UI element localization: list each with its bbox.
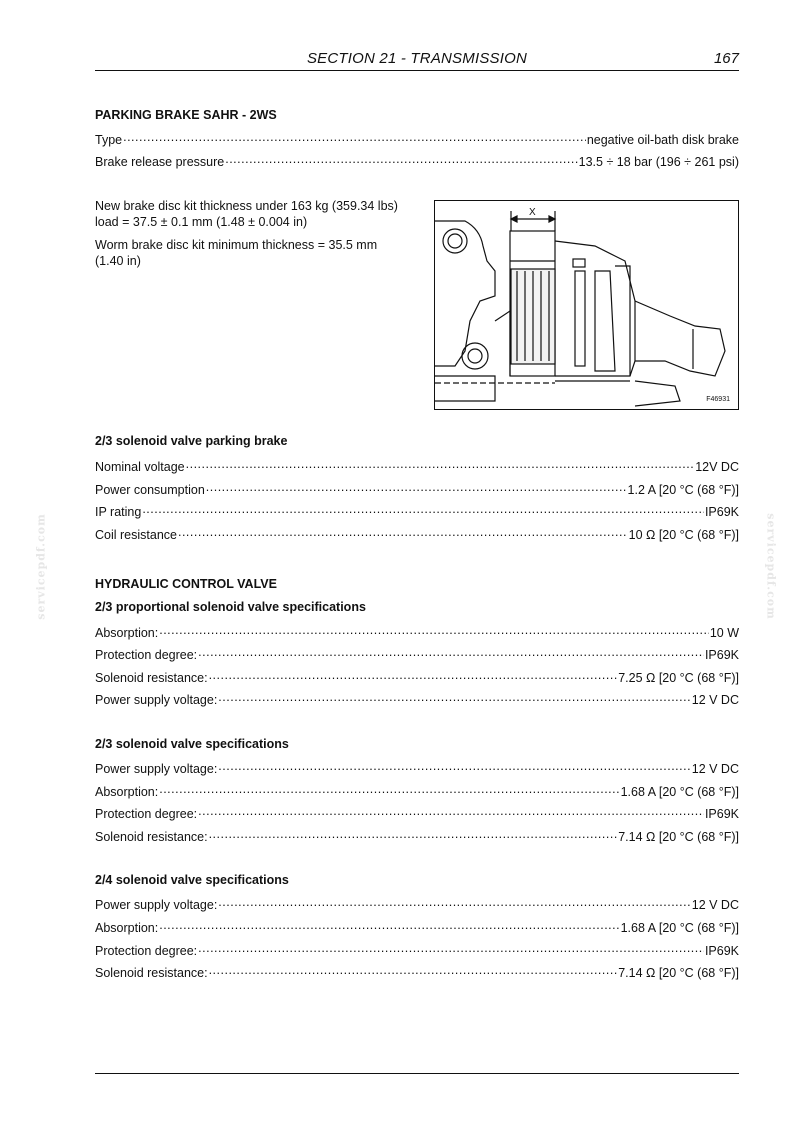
- spec-row-protection-degree: [95, 645, 739, 663]
- spec-row-power-supply-voltage: [95, 759, 739, 777]
- leader-dots: [198, 941, 704, 955]
- spec-value: IP69K: [704, 505, 739, 519]
- spec-label: Coil resistance: [95, 528, 177, 542]
- spec-label: Protection degree:: [95, 807, 198, 821]
- spec-label: Power supply voltage:: [95, 762, 218, 776]
- dimension-label: X: [529, 207, 536, 218]
- spec-row-ip-rating: [95, 502, 739, 520]
- spec-value: 7.14 Ω [20 °C (68 °F)]: [618, 830, 739, 844]
- spec-value: 12 V DC: [691, 898, 739, 912]
- leader-dots: [218, 690, 690, 704]
- spec-value: 10 W: [709, 626, 739, 640]
- leader-dots: [218, 895, 690, 909]
- leader-dots: [142, 502, 704, 516]
- spec-label: Absorption:: [95, 785, 159, 799]
- spec-row-solenoid-resistance: [95, 963, 739, 981]
- note-line: load = 37.5 ± 0.1 mm (1.48 ± 0.004 in): [95, 215, 308, 229]
- spec-label: Power supply voltage:: [95, 898, 218, 912]
- leader-dots: [159, 918, 619, 932]
- spec-row-solenoid-resistance: [95, 827, 739, 845]
- spec-label: Type: [95, 133, 123, 147]
- spec-value: 13.5 ÷ 18 bar (196 ÷ 261 psi): [578, 155, 739, 169]
- solenoid-23-heading: 2/3 solenoid valve specifications: [95, 737, 289, 751]
- watermark-left: servicepdf.com: [34, 513, 48, 620]
- spec-value: 1.68 A [20 °C (68 °F)]: [620, 785, 739, 799]
- spec-row-protection-degree: [95, 941, 739, 959]
- proportional-solenoid-heading: 2/3 proportional solenoid valve specifications: [95, 600, 366, 614]
- spec-label: Solenoid resistance:: [95, 671, 208, 685]
- spec-value: 1.2 A [20 °C (68 °F)]: [627, 483, 739, 497]
- spec-row-protection-degree: [95, 804, 739, 822]
- spec-row-absorption: [95, 782, 739, 800]
- leader-dots: [209, 963, 618, 977]
- leader-dots: [209, 668, 618, 682]
- spec-row-power-supply-voltage: [95, 690, 739, 708]
- note-line: New brake disc kit thickness under 163 kg (359.34 lbs): [95, 199, 398, 213]
- spec-value: 10 Ω [20 °C (68 °F)]: [628, 528, 739, 542]
- leader-dots: [186, 457, 695, 471]
- leader-dots: [209, 827, 618, 841]
- spec-label: Power consumption: [95, 483, 205, 497]
- spec-label: Nominal voltage: [95, 460, 185, 474]
- brake-disc-figure: [434, 200, 739, 410]
- spec-label: Absorption:: [95, 626, 159, 640]
- spec-row-power-consumption: [95, 480, 739, 498]
- page-header: [95, 50, 739, 71]
- spec-row-coil-resistance: [95, 525, 739, 543]
- spec-label: Brake release pressure: [95, 155, 225, 169]
- spec-value: 12V DC: [695, 460, 739, 474]
- leader-dots: [178, 525, 628, 539]
- spec-value: IP69K: [704, 648, 739, 662]
- spec-value: 12 V DC: [691, 762, 739, 776]
- leader-dots: [198, 804, 704, 818]
- spec-row-absorption: [95, 623, 739, 641]
- leader-dots: [159, 782, 619, 796]
- spec-row-nominal-voltage: [95, 457, 739, 475]
- leader-dots: [225, 152, 577, 166]
- watermark-right: servicepdf.com: [764, 513, 778, 620]
- note-line: (1.40 in): [95, 254, 141, 268]
- solenoid-24-heading: 2/4 solenoid valve specifications: [95, 873, 289, 887]
- spec-value: 1.68 A [20 °C (68 °F)]: [620, 921, 739, 935]
- brake-cross-section-drawing: [435, 201, 739, 410]
- spec-row-release-pressure: [95, 152, 739, 170]
- leader-dots: [218, 759, 690, 773]
- spec-value: negative oil-bath disk brake: [586, 133, 739, 147]
- worm-disc-note: [95, 237, 410, 269]
- spec-label: Solenoid resistance:: [95, 966, 208, 980]
- spec-value: 12 V DC: [691, 693, 739, 707]
- spec-value: 7.25 Ω [20 °C (68 °F)]: [618, 671, 739, 685]
- spec-label: Protection degree:: [95, 944, 198, 958]
- spec-row-type: [95, 130, 739, 148]
- spec-value: IP69K: [704, 944, 739, 958]
- leader-dots: [206, 480, 627, 494]
- parking-brake-heading: PARKING BRAKE SAHR - 2WS: [95, 108, 277, 122]
- leader-dots: [198, 645, 704, 659]
- spec-row-absorption: [95, 918, 739, 936]
- hydraulic-heading: HYDRAULIC CONTROL VALVE: [95, 577, 277, 591]
- spec-label: Absorption:: [95, 921, 159, 935]
- spec-label: Power supply voltage:: [95, 693, 218, 707]
- spec-value: IP69K: [704, 807, 739, 821]
- spec-label: Solenoid resistance:: [95, 830, 208, 844]
- footer-rule: [95, 1073, 739, 1074]
- spec-row-power-supply-voltage: [95, 895, 739, 913]
- note-line: Worm brake disc kit minimum thickness = 35.5 mm: [95, 238, 378, 252]
- spec-label: Protection degree:: [95, 648, 198, 662]
- figure-code: F46931: [706, 396, 730, 403]
- new-disc-note: [95, 198, 410, 230]
- spec-label: IP rating: [95, 505, 142, 519]
- leader-dots: [123, 130, 586, 144]
- page-number: 167: [713, 50, 739, 67]
- spec-value: 7.14 Ω [20 °C (68 °F)]: [618, 966, 739, 980]
- leader-dots: [159, 623, 709, 637]
- section-title: SECTION 21 - TRANSMISSION: [306, 50, 528, 67]
- spec-row-solenoid-resistance: [95, 668, 739, 686]
- solenoid-parking-heading: 2/3 solenoid valve parking brake: [95, 434, 288, 448]
